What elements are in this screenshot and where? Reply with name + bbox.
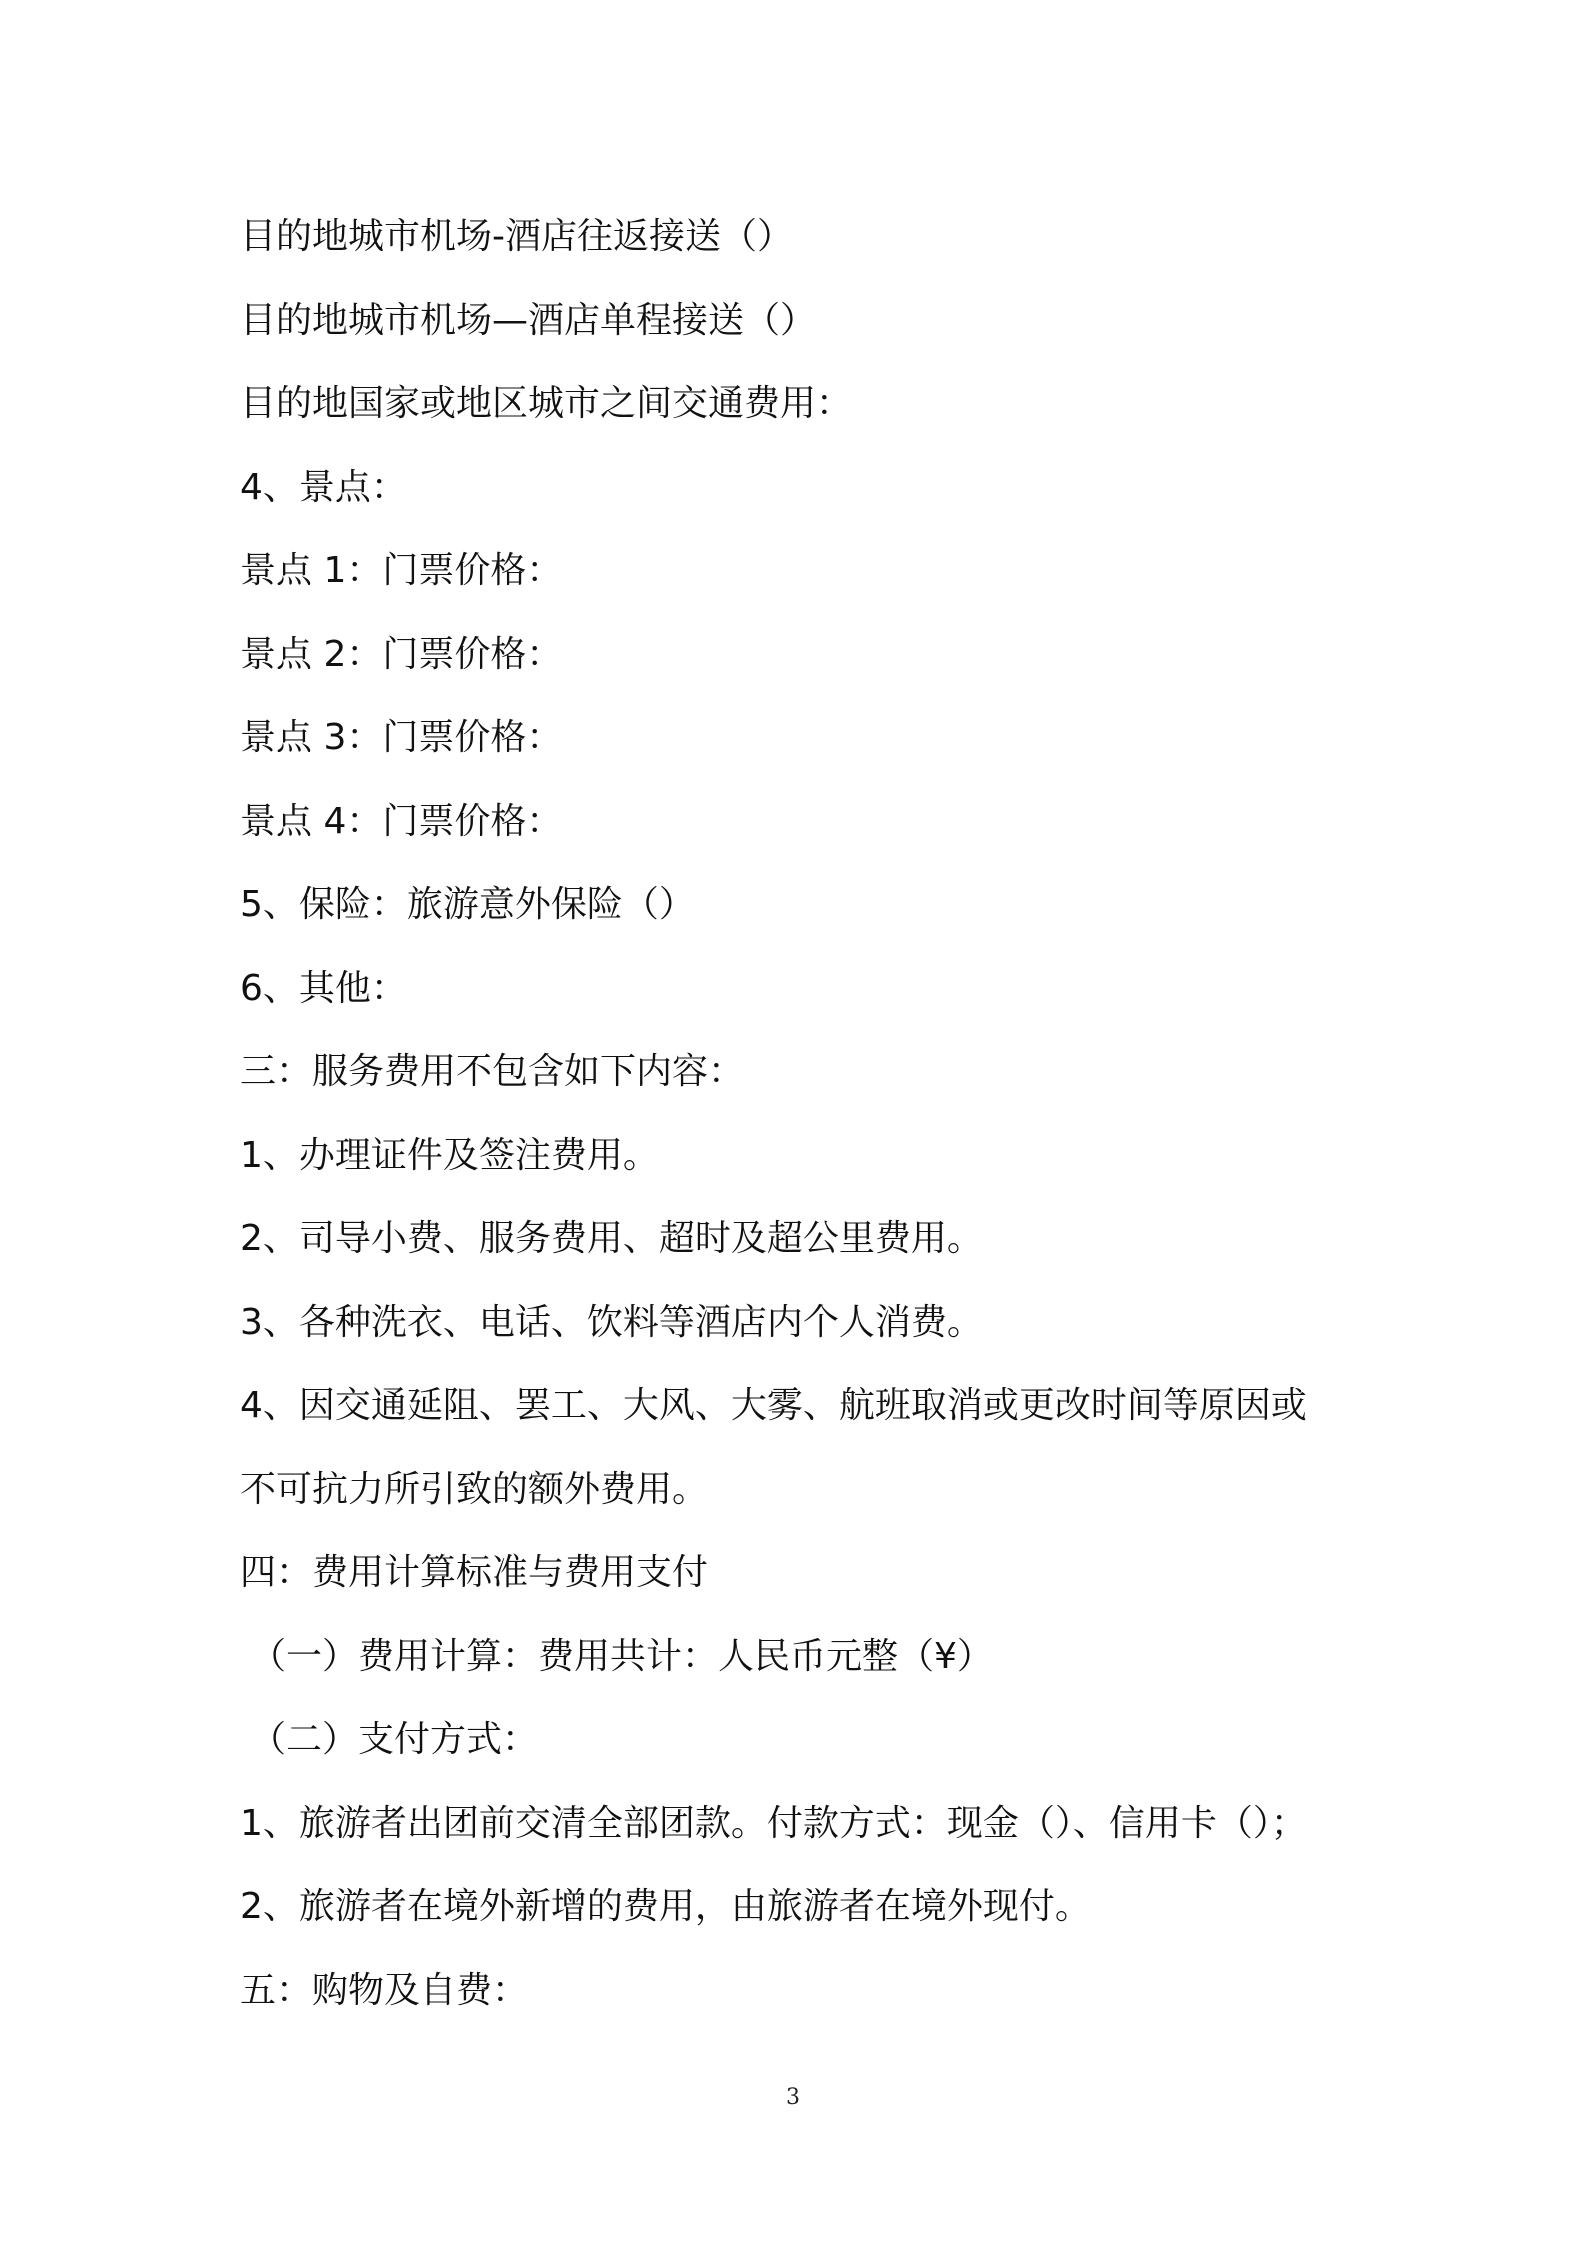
- subsection-payment-method: （二）支付方式：: [250, 1719, 539, 1760]
- section-item-attractions: 4、景点：: [240, 466, 407, 508]
- section-item-insurance: 5、保险：旅游意外保险（）: [240, 884, 695, 925]
- text-line: 景点 3：门票价格：: [240, 717, 563, 758]
- text-line: 3、各种洗衣、电话、饮料等酒店内个人消费。: [240, 1301, 983, 1343]
- text-line: 1、旅游者出团前交清全部团款。付款方式：现金（）、信用卡（）；: [240, 1802, 1307, 1844]
- text-line: 2、司导小费、服务费用、超时及超公里费用。: [240, 1218, 983, 1259]
- text-line: 景点 1：门票价格：: [240, 550, 563, 591]
- section-item-other: 6、其他：: [240, 967, 407, 1009]
- section-heading-exclusions: 三：服务费用不包含如下内容：: [240, 1051, 745, 1092]
- text-line: 不可抗力所引致的额外费用。: [240, 1468, 709, 1510]
- text-line: 目的地国家或地区城市之间交通费用：: [240, 383, 853, 424]
- text-line: 2、旅游者在境外新增的费用，由旅游者在境外现付。: [240, 1886, 1091, 1927]
- text-line: 4、因交通延阻、罢工、大风、大雾、航班取消或更改时间等原因或: [240, 1385, 1307, 1426]
- text-line: 目的地城市机场—酒店单程接送（）: [240, 299, 817, 341]
- text-line: 目的地城市机场-酒店往返接送（）: [240, 216, 793, 257]
- text-line: 景点 4：门票价格：: [240, 800, 563, 842]
- text-line: 景点 2：门票价格：: [240, 633, 563, 675]
- document-body: [240, 195, 1440, 2032]
- section-heading-fees: 四：费用计算标准与费用支付: [240, 1552, 709, 1593]
- page-number: 3: [786, 2085, 800, 2110]
- text-line: 1、办理证件及签注费用。: [240, 1134, 659, 1176]
- subsection-fee-calculation: （一）费用计算：费用共计：人民币元整（¥）: [250, 1635, 993, 1677]
- section-heading-shopping: 五：购物及自费：: [240, 1969, 529, 2011]
